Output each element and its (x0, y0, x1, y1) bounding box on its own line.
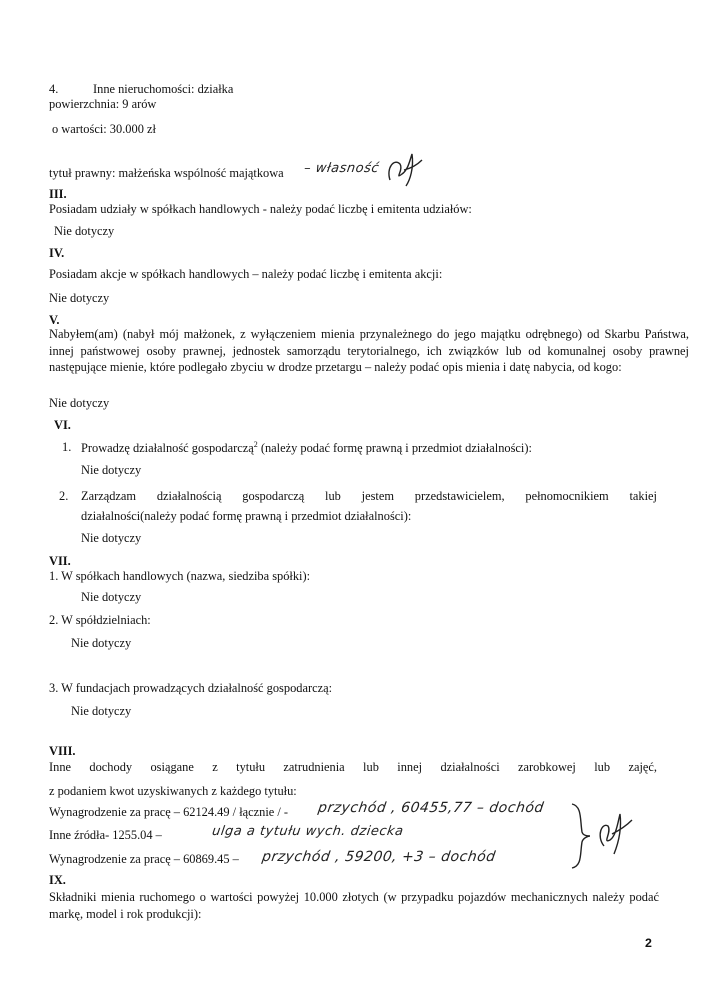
section-8-text-1: Inne dochody osiągane z tytułu zatrudnienia lub innej działalności zarobkowej lub zajęć, (49, 760, 657, 774)
section-4b-text: Posiadam akcje w spółkach handlowych – należy podać liczbę i emitenta akcji: (49, 267, 443, 281)
section-7-item-3-answer: Nie dotyczy (71, 704, 132, 718)
handwritten-note-ownership: – własność (303, 161, 381, 176)
handwritten-income-2: ulga a tytułu wych. dziecka (211, 824, 405, 839)
handwritten-income-3: przychód , 59200, +3 – dochód (260, 849, 497, 865)
handwritten-income-1: przychód , 60455,77 – dochód (316, 800, 545, 816)
section-5-text: Nabyłem(am) (nabył mój małżonek, z wyłączeniem mienia przynależnego do jego majątku odrębnego) od Skarbu Państwa, innej państwowej osoby prawnej, jednostek samorządu terytorialnego, ich związków lub od komunalnej osoby prawnej następujące mienie, które podlegało zbyciu w drodze przetargu – należy podać opis mienia i datę nabycia, od kogo: (49, 327, 689, 374)
section-3-answer: Nie dotyczy (54, 224, 115, 238)
page-number: 2 (645, 936, 652, 950)
section-6-item-2-number: 2. (59, 489, 69, 503)
section-6-item-2-answer: Nie dotyczy (81, 531, 142, 545)
section-4-number: 4. (49, 82, 59, 96)
section-5-heading: V. (49, 313, 60, 327)
income-row-3: Wynagrodzenie za pracę – 60869.45 – (49, 852, 239, 866)
section-3-heading: III. (49, 187, 67, 201)
section-7-item-2: 2. W spółdzielniach: (49, 613, 151, 627)
section-4-label: Inne nieruchomości: działka (93, 82, 234, 96)
section-8-text-2: z podaniem kwot uzyskiwanych z każdego tytułu: (49, 784, 297, 798)
section-6-item-1-answer: Nie dotyczy (81, 463, 142, 477)
section-9-heading: IX. (49, 873, 66, 887)
section-8-heading: VIII. (49, 744, 76, 758)
value-text: o wartości: 30.000 zł (52, 122, 156, 136)
section-4b-answer: Nie dotyczy (49, 291, 110, 305)
initials-signature-icon (384, 150, 424, 188)
brace-and-initials-icon (566, 800, 636, 872)
section-7-item-1-answer: Nie dotyczy (81, 590, 142, 604)
section-6-item-2-text-2: działalności(należy podać formę prawną i przedmiot działalności): (81, 509, 412, 523)
section-6-item-1-number: 1. (62, 440, 72, 454)
section-7-item-1: 1. W spółkach handlowych (nazwa, siedziba spółki): (49, 569, 311, 583)
section-7-item-3: 3. W fundacjach prowadzących działalność gospodarczą: (49, 681, 333, 695)
section-7-heading: VII. (49, 554, 71, 568)
income-row-1: Wynagrodzenie za pracę – 62124.49 / łącznie / - (49, 805, 289, 819)
section-6-heading: VI. (54, 418, 71, 432)
section-9-text: Składniki mienia ruchomego o wartości powyżej 10.000 złotych (w przypadku pojazdów mechanicznych należy podać markę, model i rok produkcji): (49, 890, 659, 921)
legal-title-text: tytuł prawny: małżeńska wspólność majątkowa (49, 166, 284, 180)
section-5-answer: Nie dotyczy (49, 396, 110, 410)
section-6-item-1-text: Prowadzę działalność gospodarczą$^2$ (należy podać formę prawną i przedmiot działalności): (81, 440, 532, 456)
area-text: powierzchnia: 9 arów (49, 97, 157, 111)
income-row-2: Inne źródła- 1255.04 – (49, 828, 162, 842)
section-4b-heading: IV. (49, 246, 65, 260)
section-3-text: Posiadam udziały w spółkach handlowych - należy podać liczbę i emitenta udziałów: (49, 202, 472, 216)
section-7-item-2-answer: Nie dotyczy (71, 636, 132, 650)
section-6-item-2-text-1: Zarządzam działalnością gospodarczą lub jestem przedstawicielem, pełnomocnikiem takiej (81, 489, 657, 503)
